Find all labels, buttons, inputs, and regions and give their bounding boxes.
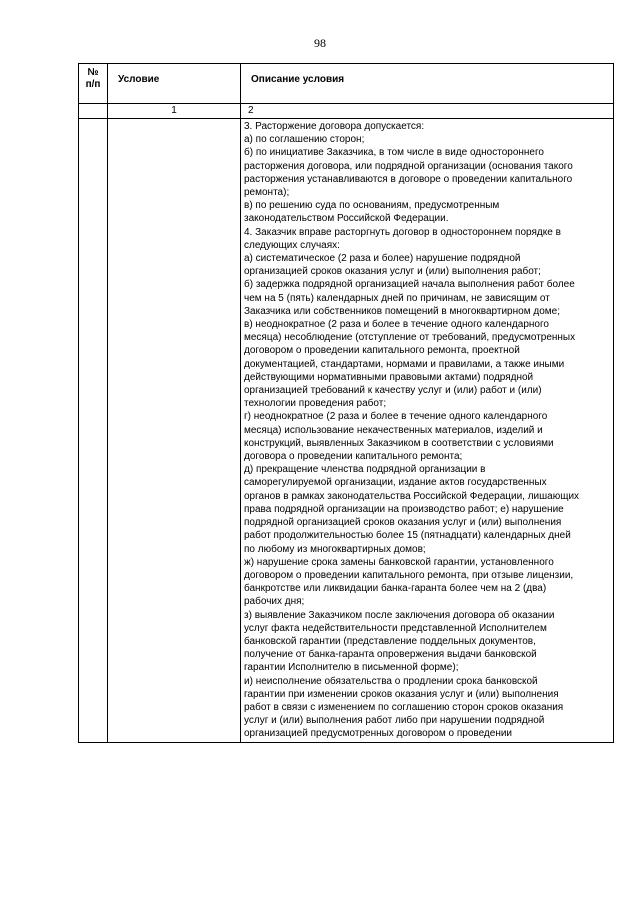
description-line: 3. Расторжение договора допускается: (244, 121, 425, 132)
description-line: а) систематическое (2 раза и более) нарушение подрядной (244, 253, 521, 265)
description-line: следующих случаях: (244, 239, 340, 251)
description-line: банковской гарантии (представление поддельных документов, (244, 635, 536, 647)
description-line: работ продолжительностью более 15 (пятнадцати) календарных дней (244, 530, 571, 542)
description-line: документацией, стандартами, нормами и правилами, а также иными (244, 358, 565, 370)
description-line: Заказчика или собственников помещений в многоквартирном доме; (244, 305, 560, 317)
description-line: действующими нормативными правовыми актами) подрядной (244, 371, 534, 383)
description-line: в) неоднократное (2 раза и более в течение одного календарного (244, 319, 549, 331)
description-line: 4. Заказчик вправе расторгнуть договор в одностороннем порядке в (244, 226, 561, 238)
index-cell-2: 2 (241, 104, 614, 119)
description-line: по любому из многоквартирных домов; (244, 543, 426, 555)
description-line: договора о проведении капитального ремонта; (244, 451, 463, 463)
header-number-abbr: п/п (85, 79, 101, 90)
description-line: месяца) несоблюдение (отступление от требований, предусмотренных (244, 332, 576, 344)
description-line: органов в рамках законодательства Российской Федерации, лишающих (244, 490, 580, 502)
description-line: расторжения устанавливаются в договоре о проведении капитального (244, 173, 573, 185)
description-line: з) выявление Заказчиком после заключения договора об оказании (244, 609, 555, 621)
description-line: саморегулируемой организации, издание актов государственных (244, 477, 547, 489)
row-description-cell (241, 119, 614, 743)
header-number-symbol: № (87, 67, 99, 78)
description-line: б) задержка подрядной организацией начала выполнения работ более (244, 279, 575, 291)
row-number-cell (79, 119, 108, 743)
description-line: расторжения договора, или подрядной организации (основания такого (244, 160, 573, 172)
description-line: ремонта); (244, 187, 290, 199)
description-line: г) неоднократное (2 раза и более в течение одного календарного (244, 411, 548, 423)
description-line: технологии проведения работ; (244, 398, 387, 410)
description-line: д) прекращение членства подрядной организации в (244, 464, 486, 476)
index-cell-empty (79, 104, 108, 119)
conditions-table (78, 63, 614, 743)
description-line: месяца) использование некачественных материалов, изделий и (244, 424, 543, 436)
description-line: получение от банка-гаранта опровержения выдачи банковской (244, 649, 537, 661)
description-line: и) неисполнение обязательства о продлении срока банковской (244, 675, 538, 687)
description-line: подрядной организацией сроков оказания услуг и (или) выполнения (244, 517, 562, 529)
description-line: услуг факта недействительности представленной Исполнителем (244, 622, 547, 634)
description-line: ж) нарушение срока замены банковской гарантии, установленного (244, 556, 554, 568)
table-row (79, 119, 614, 743)
description-line: гарантии Исполнителю в письменной форме); (244, 662, 459, 674)
description-line: договором о проведении капитального ремонта, проектной (244, 345, 520, 357)
description-line: работ в связи с изменением по соглашению сторон сроков оказания (244, 701, 564, 713)
description-line: банкротстве или ликвидации банка-гаранта более чем на 2 (два) (244, 583, 547, 595)
index-cell-1: 1 (108, 104, 241, 119)
description-line: договором о проведении капитального ремонта, при отзыве лицензии, (244, 569, 574, 581)
description-line: а) по соглашению сторон; (244, 134, 365, 146)
description-line: в) по решению суда по основаниям, предусмотренным (244, 200, 500, 212)
column-index-row (79, 104, 614, 119)
header-description: Описание условия (241, 64, 614, 104)
page-number: 98 (314, 36, 326, 50)
description-line: услуг и (или) выполнения работ либо при нарушении подрядной (244, 715, 545, 727)
header-number (79, 64, 108, 104)
table-header-row (79, 64, 614, 104)
description-line: организацией сроков оказания услуг и (или) выполнения работ; (244, 266, 541, 278)
description-line: организацией требований к качеству услуг и (или) работ и (или) (244, 385, 542, 397)
row-condition-cell (108, 119, 241, 743)
description-line: законодательством Российской Федерации. (244, 213, 449, 225)
description-line: гарантии при изменении сроков оказания услуг и (или) выполнения (244, 688, 559, 700)
description-line: б) по инициативе Заказчика, в том числе в виде одностороннего (244, 147, 544, 159)
description-line: организацией предусмотренных договором о проведении (244, 728, 513, 740)
description-line: конструкций, выявленных Заказчиком в соответствии с условиями (244, 437, 554, 449)
description-line: чем на 5 (пять) календарных дней по причинам, не зависящим от (244, 292, 550, 304)
header-condition: Условие (108, 64, 241, 104)
description-line: права подрядной организации на производство работ; е) нарушение (244, 503, 564, 515)
description-line: рабочих дня; (244, 596, 305, 608)
